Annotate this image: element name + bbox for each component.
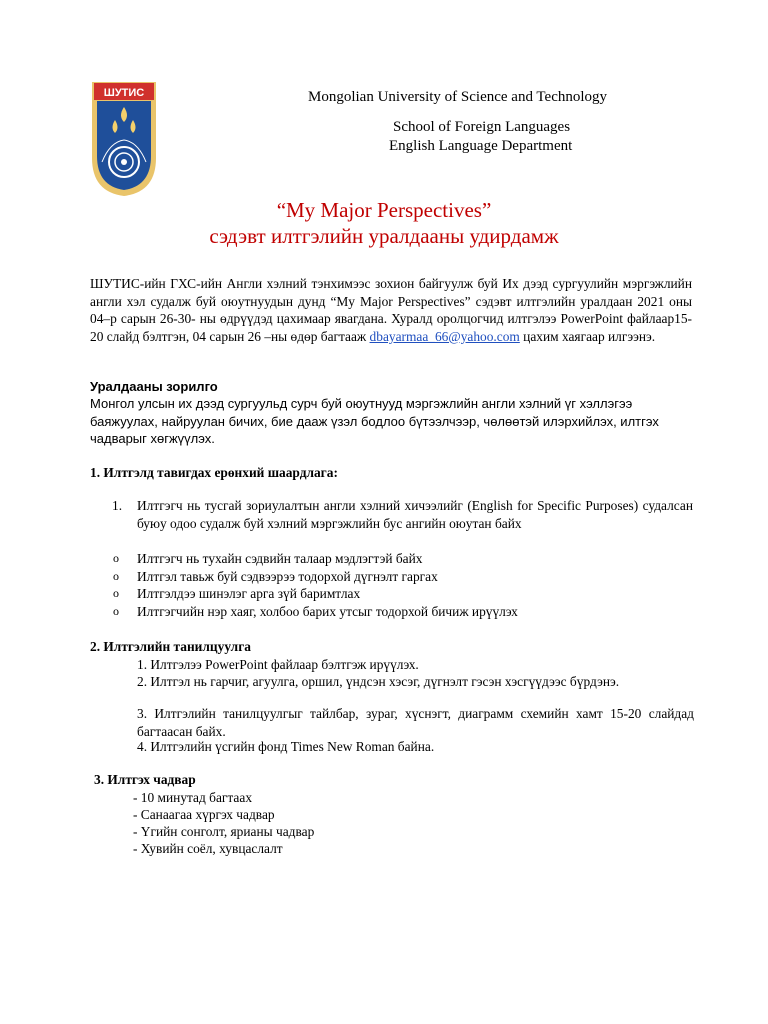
intro-paragraph — [90, 275, 692, 345]
department-name: English Language Department — [389, 138, 573, 154]
list-bullet: o — [113, 569, 119, 583]
list-item: 3. Илтгэлийн танилцуулгыг тайлбар, зураг, хүснэгт, диаграмм схемийн хамт 15-20 слайдад багтаасан байх. — [137, 706, 694, 739]
intro-text-end: цахим хаягаар илгээнэ. — [519, 328, 656, 344]
university-logo — [90, 80, 158, 198]
list-item-text: Илтгэгч нь тухайн сэдвийн талаар мэдлэгтэй байх — [137, 551, 423, 566]
list-item: 4. Илтгэлийн үсгийн фонд Times New Roman байна. — [137, 739, 435, 754]
university-name: Mongolian University of Science and Technology — [308, 89, 608, 105]
school-name: School of Foreign Languages — [393, 119, 571, 135]
document-title-mongolian: сэдэвт илтгэлийн уралдааны удирдамж — [209, 224, 559, 248]
email-link[interactable]: dbayarmaa_66@yahoo.com — [369, 328, 520, 344]
list-item-text: Илтгэгч нь тусгай зориулалтын англи хэлний хичээлийг (English for Specific Purposes) судалсан буюу одоо судалж буй хэлний мэргэжлийн бус ангийн оюутан байх — [137, 498, 693, 531]
intro-text: ШУТИС-ийн ГХС-ийн Англи хэлний тэнхимээс зохион байгуулж буй Их дээд сургуулийн мэргэжлийн англи хэл судалж буй оюутнуудын дунд “My Major Perspectives” сэдэвт илтгэлийн уралдаан 2021 оны 04‒р сарын 26-30- ны өдрүүдэд цахимаар явагдана. Хуралд оролцогчид илтгэлээ PowerPoint файлаар15-20 слайд бэлтгэн, 04 сарын 26 ‒ны өдөр багтааж — [90, 276, 692, 344]
goal-text: Монгол улсын их дээд сургуульд сурч буй оюутнууд мэргэжлийн англи хэлний үг хэллэгээ баяжуулах, найруулан бичих, бие дааж үзэл бодлоо бүтээлчээр, чөлөөтэй илэрхийлэх, илтгэх чадварыг хөгжүүлэх. — [90, 396, 659, 446]
document-title-english: “My Major Perspectives” — [276, 198, 492, 222]
logo-emblem-text: ШУТИС — [103, 87, 145, 99]
list-item-text: Илтгэлдээ шинэлэг арга зүй баримтлах — [137, 586, 361, 601]
list-item-text: Илтгэгчийн нэр хаяг, холбоо барих утсыг тодорхой бичиж ирүүлэх — [137, 604, 518, 619]
list-item-text: Илтгэл тавьж буй сэдвээрээ тодорхой дүгнэлт гаргах — [137, 569, 438, 584]
list-item: 2. Илтгэл нь гарчиг, агуулга, оршил, үндсэн хэсэг, дүгнэлт гэсэн хэсгүүдээс бүрдэнэ. — [137, 674, 620, 689]
list-bullet: o — [113, 551, 119, 565]
list-item: 1. Илтгэлээ PowerPoint файлаар бэлтгэж ирүүлэх. — [137, 657, 419, 672]
section1-heading: 1. Илтгэлд тавигдах ерөнхий шаардлага: — [90, 465, 338, 480]
list-number: 1. — [112, 498, 123, 513]
list-item: - Санаагаа хүргэх чадвар — [133, 807, 275, 822]
list-item: - 10 минутад багтаах — [133, 790, 253, 805]
goal-heading: Уралдааны зорилго — [90, 379, 218, 394]
list-item: - Хувийн соёл, хувцаслалт — [133, 841, 283, 856]
list-item: - Үгийн сонголт, ярианы чадвар — [133, 824, 315, 839]
list-bullet: o — [113, 604, 119, 618]
list-bullet: o — [113, 586, 119, 600]
university-shield-logo-icon — [90, 80, 158, 198]
section3-heading: 3. Илтгэх чадвар — [94, 772, 196, 787]
section2-heading: 2. Илтгэлийн танилцуулга — [90, 639, 251, 654]
